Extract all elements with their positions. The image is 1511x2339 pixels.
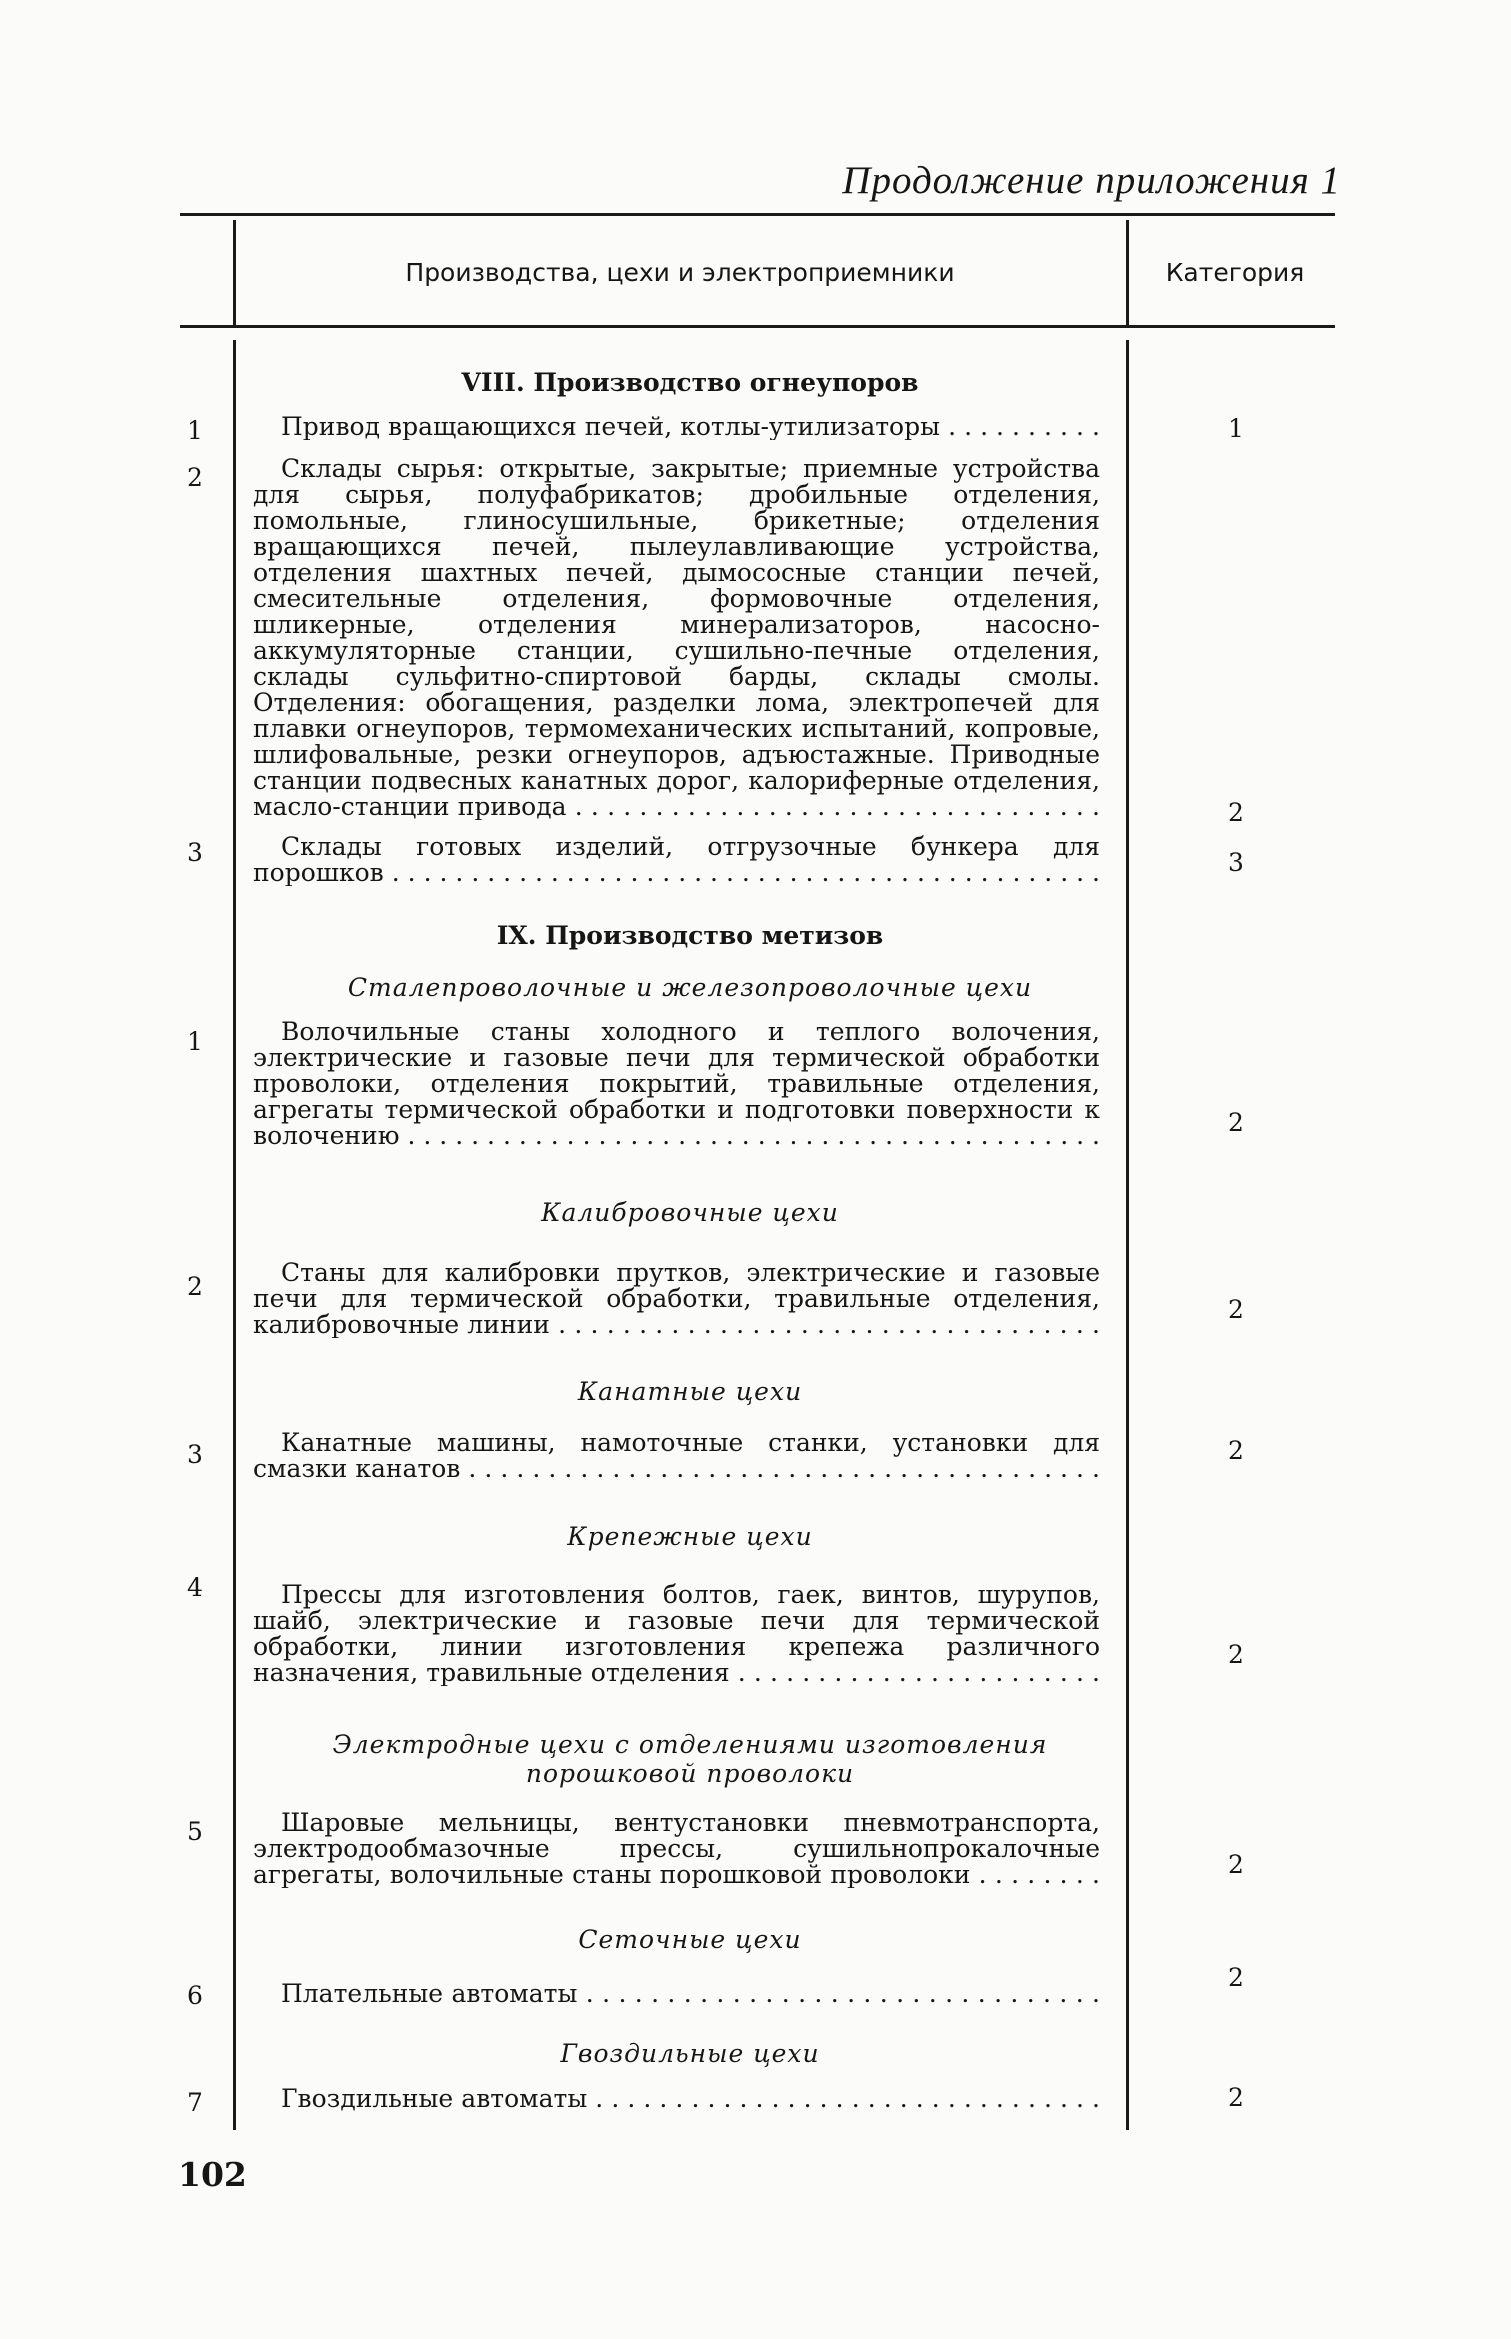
row-category: 2: [1228, 798, 1244, 827]
header-divider-left: [233, 220, 236, 325]
row-category: 2: [1228, 1436, 1244, 1465]
section-title: IX. Производство метизов: [496, 921, 884, 950]
subsection-title: Сеточные цехи: [578, 1925, 802, 1954]
row-number: 1: [187, 1027, 203, 1056]
subsection-title: Канатные цехи: [577, 1377, 803, 1406]
row-text: Станы для калибровки прутков, электрические и газовые печи для термической обработки, травильные отделения, калибровочные линии . . .: [253, 1260, 1100, 1338]
header-bottom-rule: [180, 325, 1335, 328]
row-number: 3: [187, 838, 203, 867]
column-header-category: Категория: [1165, 258, 1305, 287]
row-number: 1: [187, 416, 203, 445]
body-divider-left: [233, 340, 236, 2130]
row-category: 2: [1228, 1850, 1244, 1879]
row-category: 2: [1228, 1963, 1244, 1992]
row-text: Плательные автоматы . . .: [253, 1981, 1100, 2007]
row-number: 7: [187, 2088, 203, 2117]
section-title: VIII. Производство огнеупоров: [461, 368, 919, 397]
subsection-title: Гвоздильные цехи: [560, 2039, 820, 2068]
row-number: 6: [187, 1981, 203, 2010]
row-number: 3: [187, 1440, 203, 1469]
running-head: Продолжение приложения 1: [842, 159, 1341, 202]
row-number: 4: [187, 1573, 203, 1602]
table-top-rule: [180, 213, 1335, 216]
subsection-title: Калибровочные цехи: [541, 1198, 839, 1227]
row-text: Канатные машины, намоточные станки, установки для смазки канатов . . .: [253, 1430, 1100, 1482]
row-text: Склады готовых изделий, отгрузочные бункера для порошков . . .: [253, 834, 1100, 886]
row-number: 2: [187, 1272, 203, 1301]
row-text: Привод вращающихся печей, котлы-утилизаторы . . .: [253, 414, 1100, 440]
subsection-title: Крепежные цехи: [567, 1522, 813, 1551]
body-divider-right: [1126, 340, 1129, 2130]
subsection-title: Сталепроволочные и железопроволочные цехи: [347, 973, 1033, 1002]
row-text: Гвоздильные автоматы . . .: [253, 2086, 1100, 2112]
subsection-title: Электродные цехи с отделениями изготовления порошковой проволоки: [332, 1730, 1048, 1788]
row-category: 1: [1228, 414, 1244, 443]
row-category: 2: [1228, 1640, 1244, 1669]
row-category: 3: [1228, 848, 1244, 877]
row-category: 2: [1228, 1108, 1244, 1137]
row-text: Волочильные станы холодного и теплого волочения, электрические и газовые печи для термической обработки проволоки, отделения покрытий, травильные отделения, агрегаты термической обработки и подготовки поверхности к волочению . . .: [253, 1019, 1100, 1149]
row-text: Прессы для изготовления болтов, гаек, винтов, шурупов, шайб, электрические и газовые печи для термической обработки, линии изготовления крепежа различного назначения, травильные отделения . . .: [253, 1582, 1100, 1686]
row-category: 2: [1228, 1295, 1244, 1324]
column-header-description: Производства, цехи и электроприемники: [405, 258, 955, 287]
row-text: Шаровые мельницы, вентустановки пневмотранспорта, электродообмазочные прессы, сушильнопрокалочные агрегаты, волочильные станы порошковой проволоки . . .: [253, 1810, 1100, 1888]
row-number: 2: [187, 463, 203, 492]
header-divider-right: [1126, 220, 1129, 325]
row-number: 5: [187, 1817, 203, 1846]
row-text: Склады сырья: открытые, закрытые; приемные устройства для сырья, полуфабрикатов; дробильные отделения, помольные, глиносушильные, брикетные; отделения вращающихся печей, пылеулавливающие устройства, отделения шахтных печей, дымососные станции печей, смесительные отделения, формовочные отделения, шликерные, отделения минерализаторов, насосно-аккумуляторные станции, сушильно-печные отделения, склады сульфитно-спиртовой барды, склады смолы. Отделения: обогащения, разделки лома, электропечей для плавки огнеупоров, термомеханических испытаний, копровые, шлифовальные, резки огнеупоров, адъюстажные. Приводные станции подвесных канатных дорог, калориферные отделения, масло-станции привода . . .: [253, 456, 1100, 820]
page-number: 102: [178, 2155, 247, 2194]
row-category: 2: [1228, 2083, 1244, 2112]
